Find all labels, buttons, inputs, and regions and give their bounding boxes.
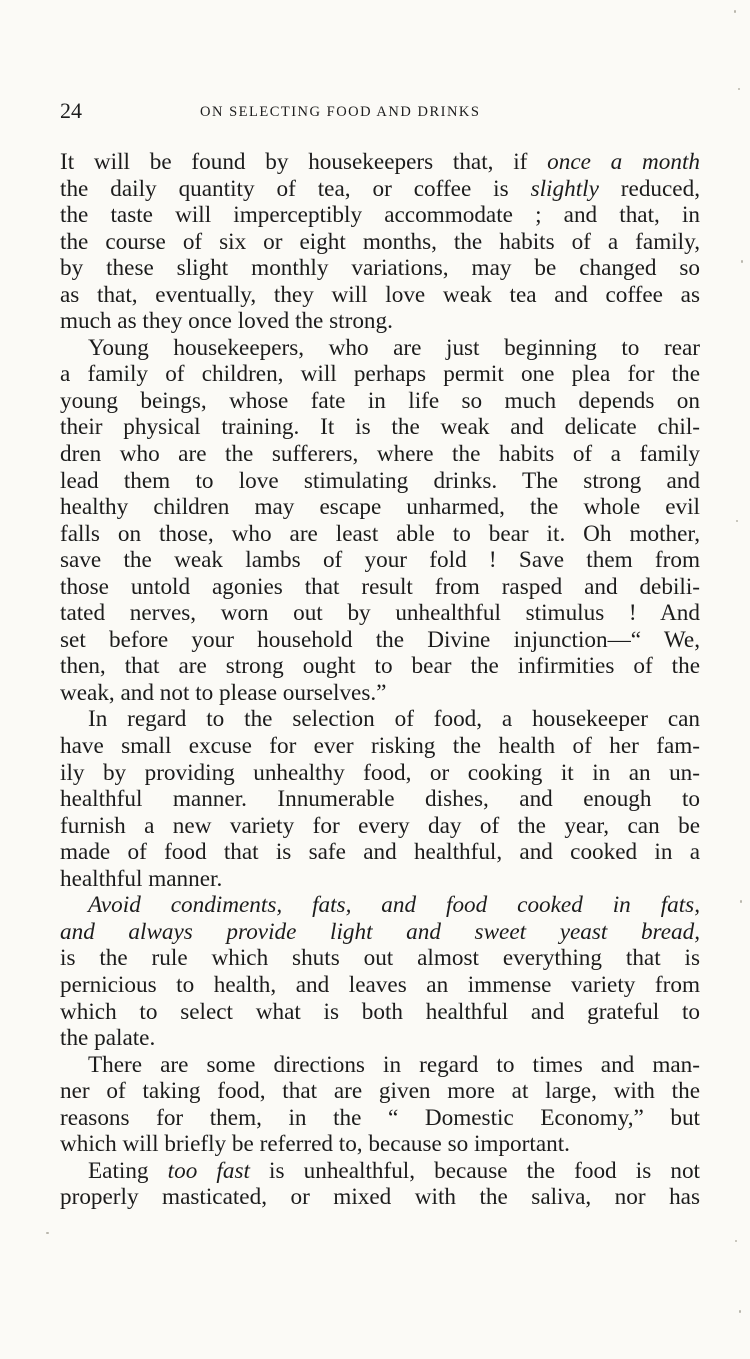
text-run: much as they once loved the strong. (60, 308, 393, 335)
page-header (60, 99, 700, 123)
text-run: Eating (88, 1157, 168, 1184)
text-line (60, 1158, 700, 1185)
text-line (60, 866, 700, 893)
text-run: furnish a new variety for every day of the year, can be (60, 812, 700, 839)
scan-edge-speck (739, 1310, 741, 1313)
text-line (60, 335, 700, 362)
text-line (60, 1131, 700, 1158)
text-run: the palate. (60, 1025, 156, 1052)
text-line (60, 308, 700, 335)
scan-edge-speck (736, 520, 738, 522)
text-line (60, 706, 700, 733)
text-line (60, 1025, 700, 1052)
text-run: which will briefly be referred to, because so important. (60, 1131, 570, 1158)
scan-edge-speck (741, 260, 743, 263)
text-run: have small excuse for ever risking the health of her fam- (60, 733, 700, 760)
scan-edge-speck (740, 900, 742, 903)
text-run: In regard to the selection of food, a housekeeper can (88, 706, 700, 733)
text-run: healthful manner. Innumerable dishes, and enough to (60, 786, 700, 813)
text-run: pernicious to health, and leaves an immense variety from (60, 971, 700, 998)
text-line (60, 282, 700, 309)
page-number: 24 (60, 98, 82, 123)
text-run: set before your household the Divine injunction—“ We, (60, 626, 700, 653)
text-line (60, 176, 700, 203)
text-run: the daily quantity of tea, or coffee is (60, 175, 531, 202)
text-line (60, 919, 700, 946)
text-run: those untold agonies that result from rasped and debili- (60, 573, 700, 600)
text-line (60, 468, 700, 495)
text-line (60, 892, 700, 919)
text-line (60, 786, 700, 813)
text-run: the taste will imperceptibly accommodate ; and that, in (60, 202, 700, 229)
text-line (60, 255, 700, 282)
text-run: save the weak lambs of your fold ! Save them from (60, 547, 700, 574)
text-line (60, 229, 700, 256)
text-line (60, 547, 700, 574)
text-line (60, 600, 700, 627)
text-run: as that, eventually, they will love weak tea and coffee as (60, 281, 700, 308)
text-line (60, 1052, 700, 1079)
text-line (60, 388, 700, 415)
scan-edge-speck (738, 88, 740, 90)
italic-text: too fast (167, 1157, 250, 1184)
text-run: the course of six or eight months, the habits of a family, (60, 228, 700, 255)
body-text (60, 149, 700, 1211)
text-run: which to select what is both healthful and grateful to (60, 998, 700, 1025)
italic-text: Avoid condiments, fats, and food cooked in fats, (88, 892, 700, 919)
scan-edge-speck (46, 1232, 49, 1234)
scan-edge-speck (734, 10, 736, 13)
text-run: Young housekeepers, who are just beginning to rear (88, 334, 700, 361)
text-run: is unhealthful, because the food is not (249, 1157, 700, 1184)
text-run: ner of taking food, that are given more at large, with the (60, 1078, 700, 1105)
text-run: their physical training. It is the weak and delicate chil- (60, 414, 700, 441)
text-line (60, 441, 700, 468)
text-line (60, 760, 700, 787)
text-line (60, 494, 700, 521)
text-run: ily by providing unhealthy food, or cooking it in an un- (60, 759, 700, 786)
italic-text: and always provide light and sweet yeast bread, (60, 918, 700, 945)
text-line (60, 733, 700, 760)
text-line (60, 839, 700, 866)
text-run: properly masticated, or mixed with the saliva, nor has (60, 1184, 700, 1211)
italic-text: once a month (547, 149, 700, 175)
text-run: weak, and not to please ourselves.” (60, 679, 387, 706)
text-line (60, 680, 700, 707)
text-line (60, 1105, 700, 1132)
text-run: reduced, (598, 175, 700, 202)
text-line (60, 361, 700, 388)
text-line (60, 999, 700, 1026)
text-run: made of food that is safe and healthful, and cooked in a (60, 839, 700, 866)
text-run: dren who are the sufferers, where the habits of a family (60, 441, 700, 468)
text-run: reasons for them, in the “ Domestic Economy,” but (60, 1104, 700, 1131)
text-line (60, 521, 700, 548)
text-run: healthy children may escape unharmed, the whole evil (60, 494, 700, 521)
text-run: by these slight monthly variations, may be changed so (60, 255, 700, 282)
text-run: is the rule which shuts out almost everything that is (60, 945, 700, 972)
text-line (60, 653, 700, 680)
text-run: lead them to love stimulating drinks. The strong and (60, 467, 700, 494)
italic-text: slightly (530, 175, 599, 202)
text-line (60, 1184, 700, 1211)
text-run: then, that are strong ought to bear the infirmities of the (60, 653, 700, 680)
text-line (60, 202, 700, 229)
scan-edge-speck (735, 1240, 737, 1242)
text-line (60, 972, 700, 999)
text-line (60, 813, 700, 840)
text-run: falls on those, who are least able to bear it. Oh mother, (60, 520, 700, 547)
text-run: tated nerves, worn out by unhealthful stimulus ! And (60, 600, 700, 627)
text-run: It will be found by housekeepers that, if (60, 149, 548, 175)
text-run: There are some directions in regard to times and man- (88, 1051, 700, 1078)
text-line (60, 149, 700, 176)
text-line (60, 574, 700, 601)
text-line (60, 1078, 700, 1105)
text-run: a family of children, will perhaps permit one plea for the (60, 361, 700, 388)
text-line (60, 627, 700, 654)
text-run: healthful manner. (60, 865, 223, 892)
running-title: ON SELECTING FOOD AND DRINKS (200, 104, 481, 120)
text-line (60, 414, 700, 441)
text-run: young beings, whose fate in life so much depends on (60, 387, 700, 414)
text-line (60, 945, 700, 972)
